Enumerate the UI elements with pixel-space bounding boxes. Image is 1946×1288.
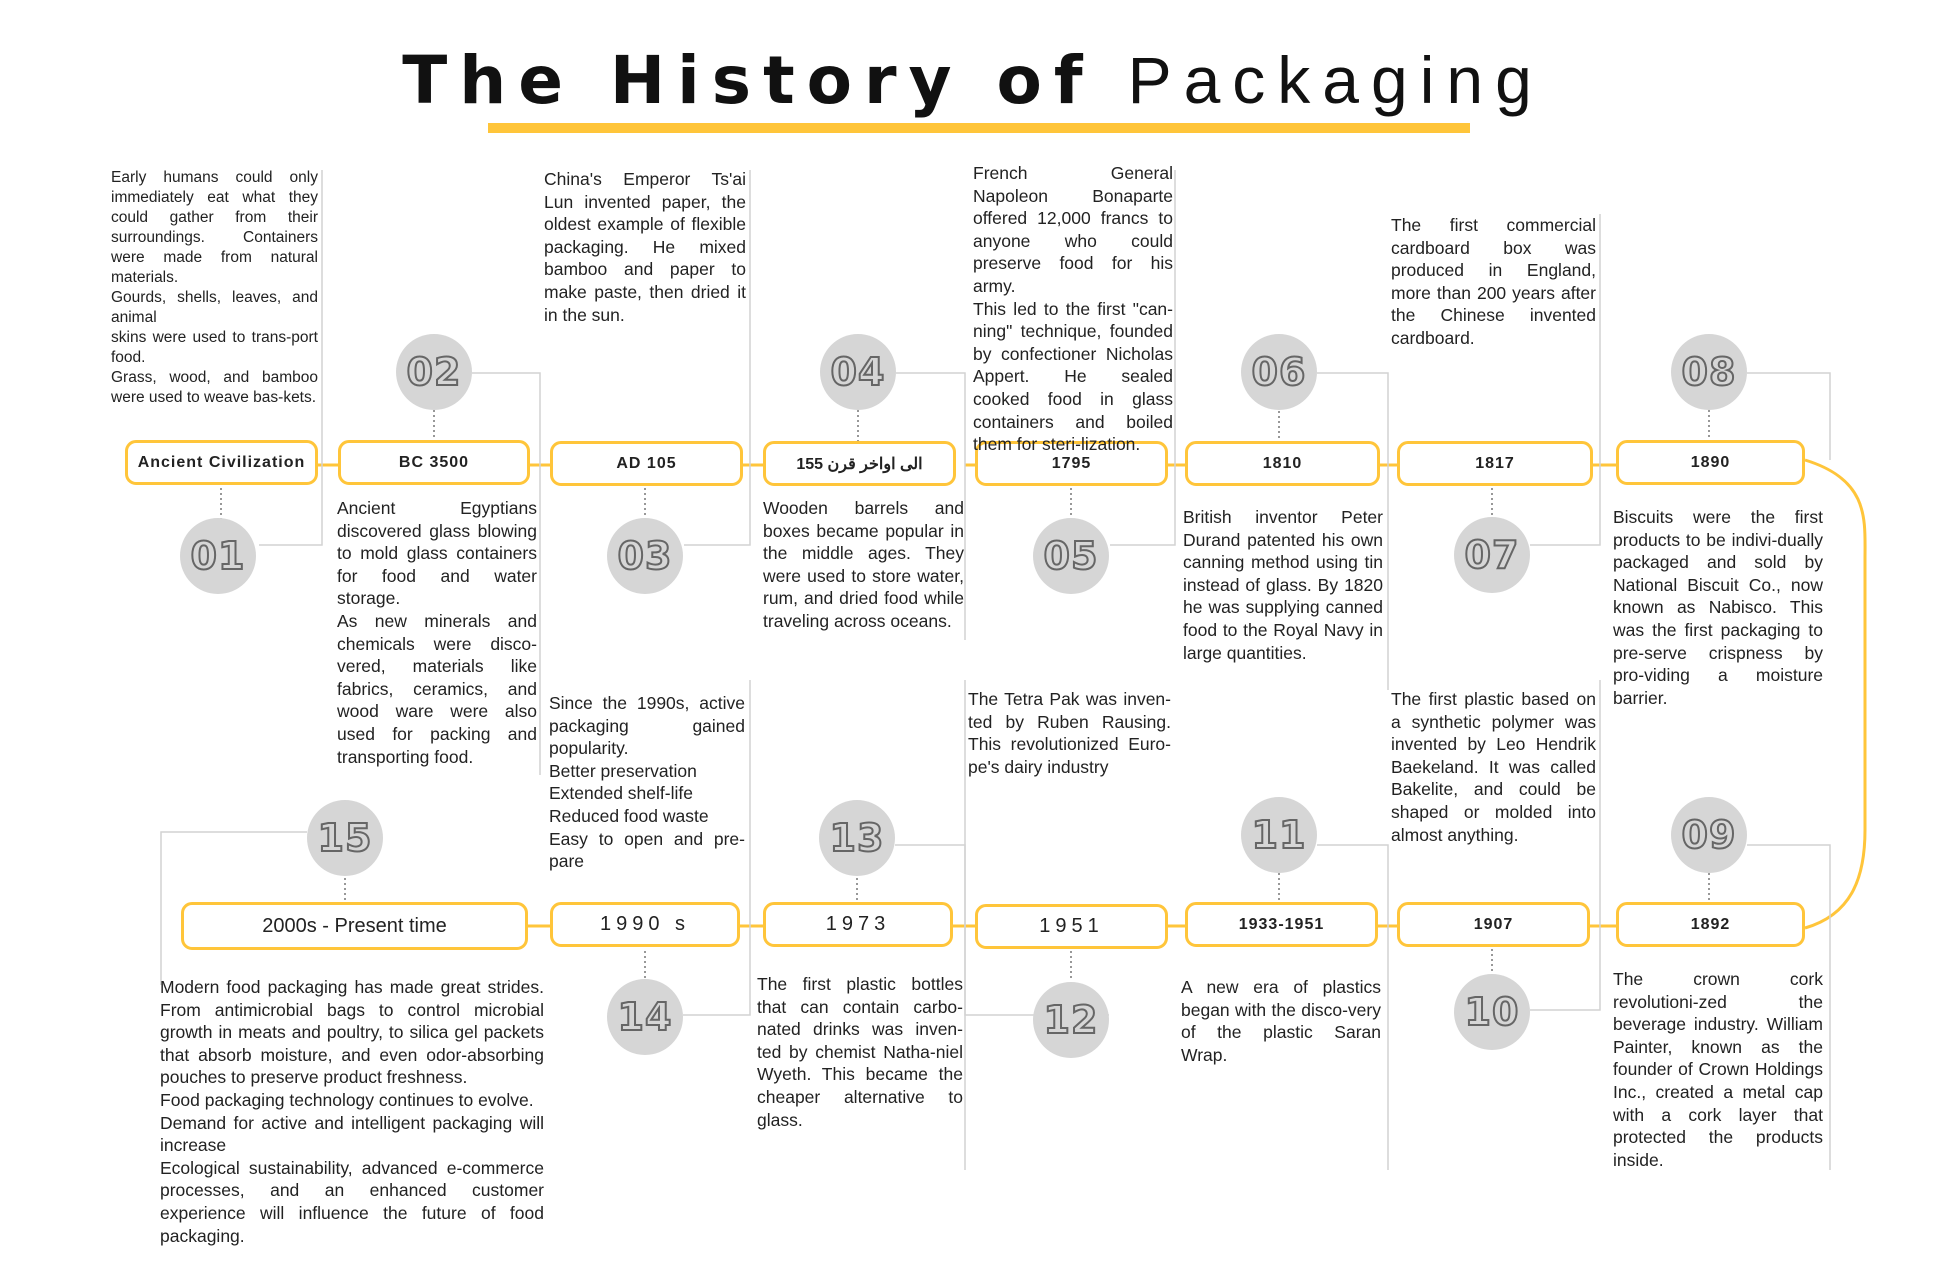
- desc-05: French General Napoleon Bonaparte offered 12,000 francs to anyone who could preserve food for his army. This led to the first "can-ning" technique, founded by confectioner Nicholas Appert. He sealed cooked food in glass containers and boiled them for steri-lization.: [973, 163, 1173, 455]
- desc-13: The first plastic bottles that can contain carbo-nated drinks was inven-ted by chemist Natha-niel Wyeth. This became the cheaper alternative to glass.: [757, 974, 963, 1130]
- desc-07: The first commercial cardboard box was produced in England, more than 200 years after the Chinese invented cardboard.: [1391, 215, 1596, 348]
- desc-08: Biscuits were the first products to be indivi-dually packaged and sold by National Biscuit Co., now known as Nabisco. This was the first packaging to pre-serve crispness by pro-viding a moisture barrier.: [1613, 507, 1823, 708]
- title-of: of: [996, 42, 1095, 119]
- desc-14: Since the 1990s, active packaging gained popularity. Better preservation Extended shelf-life Reduced food waste Easy to open and pre-pare: [549, 693, 745, 872]
- desc-06: British inventor Peter Durand patented his own canning method using tin instead of glass. By 1820 he was supplying canned food to the Royal Navy in large quantities.: [1183, 507, 1383, 663]
- number-badge-04: 04: [820, 334, 896, 410]
- number-badge-03: 03: [607, 518, 683, 594]
- title-light: Packaging: [1127, 43, 1544, 117]
- pill-07: 1817: [1397, 441, 1593, 486]
- pill-14: 1990 s: [550, 902, 740, 947]
- desc-09: The crown cork revolutioni-zed the beverage industry. William Painter, known as the founder of Crown Holdings Inc., created a metal cap with a cork layer that protected the products inside.: [1613, 969, 1823, 1170]
- pill-04: 15الی اواخر قرن 5: [763, 441, 956, 486]
- pill-12: 1951: [975, 904, 1168, 949]
- pill-08: 1890: [1616, 440, 1805, 485]
- number-badge-13: 13: [819, 800, 895, 876]
- number-badge-12: 12: [1033, 982, 1109, 1058]
- desc-15: Modern food packaging has made great strides. From antimicrobial bags to control microbial growth in meats and poultry, to silica gel packets that absorb moisture, and even odor-absorbing pouches to preserve product freshness. Food packaging technology continues to evolve. Demand for active and intelligent packaging will increase Ecological sustainability, advanced e-commerce processes, and an enhanced customer experience will influence the future of food packaging.: [160, 977, 544, 1246]
- title-bold: The History: [402, 42, 964, 119]
- desc-03: China's Emperor Ts'ai Lun invented paper, the oldest example of flexible packaging. He mixed bamboo and paper to make paste, then dried it in the sun.: [544, 169, 746, 325]
- desc-04: Wooden barrels and boxes became popular in the middle ages. They were used to store water, rum, and dried food while traveling across oceans.: [763, 498, 964, 631]
- number-badge-14: 14: [607, 979, 683, 1055]
- pill-10: 1907: [1397, 902, 1590, 947]
- pill-13: 1973: [763, 902, 953, 947]
- desc-02: Ancient Egyptians discovered glass blowing to mold glass containers for food and water storage. As new minerals and chemicals were disco-vered, materials like fabrics, ceramics, and wood ware were also used for packing and transporting food.: [337, 498, 537, 767]
- desc-10: The first plastic based on a synthetic polymer was invented by Leo Hendrik Baekeland. It was called Bakelite, and could be shaped or molded into almost anything.: [1391, 689, 1596, 845]
- number-badge-02: 02: [396, 334, 472, 410]
- number-badge-09: 09: [1671, 797, 1747, 873]
- pill-05: 1795: [975, 441, 1168, 486]
- number-badge-06: 06: [1241, 334, 1317, 410]
- number-badge-07: 07: [1454, 517, 1530, 593]
- number-badge-05: 05: [1033, 518, 1109, 594]
- pill-02: BC 3500: [338, 440, 530, 485]
- number-badge-11: 11: [1241, 797, 1317, 873]
- pill-01: Ancient Civilization: [125, 440, 318, 485]
- pill-03: AD 105: [550, 441, 743, 486]
- number-badge-10: 10: [1454, 974, 1530, 1050]
- pill-11: 1933-1951: [1185, 902, 1378, 947]
- desc-11: A new era of plastics began with the disco-very of the plastic Saran Wrap.: [1181, 977, 1381, 1065]
- pill-06: 1810: [1185, 441, 1380, 486]
- desc-12: The Tetra Pak was inven-ted by Ruben Rausing. This revolutionized Euro-pe's dairy industry: [968, 689, 1171, 777]
- desc-01: Early humans could only immediately eat what they could gather from their surroundings. Containers were made from natural materials. Gourds, shells, leaves, and animal skins were used to trans-port food. Grass, wood, and bamboo were used to weave bas-kets.: [111, 169, 318, 406]
- number-badge-15: 15: [307, 800, 383, 876]
- pill-15: 2000s - Present time: [181, 902, 528, 950]
- number-badge-01: 01: [180, 518, 256, 594]
- pill-09: 1892: [1616, 902, 1805, 947]
- number-badge-08: 08: [1671, 334, 1747, 410]
